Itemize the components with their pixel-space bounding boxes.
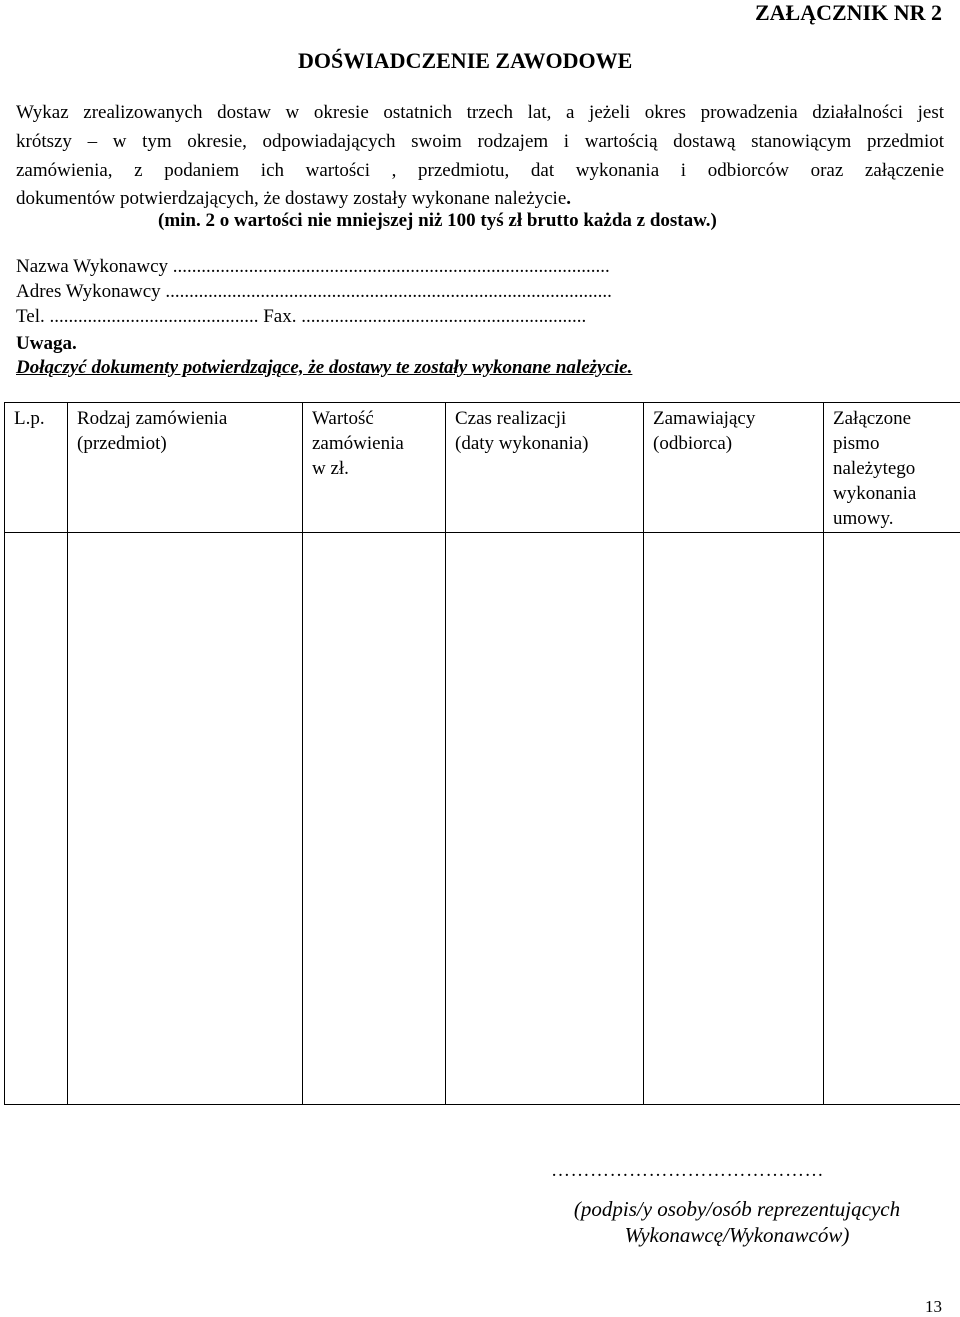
- signature-line: ……………………………………: [551, 1160, 824, 1182]
- attachment-number: ZAŁĄCZNIK NR 2: [755, 0, 942, 26]
- table-header-row: [5, 403, 960, 533]
- table-cell-lp: [5, 533, 68, 1105]
- notice-text: Dołączyć dokumenty potwierdzające, że dostawy te zostały wykonane należycie.: [16, 357, 632, 379]
- col-header-order-type: [68, 403, 303, 533]
- col-header-completion-time: [446, 403, 644, 533]
- intro-line-4-end: .: [566, 188, 571, 209]
- table-cell-client: [644, 533, 824, 1105]
- table-row: [5, 533, 960, 1105]
- signature-label: (podpis/y osoby/osób reprezentujących Wykonawcę/Wykonawców): [540, 1196, 934, 1248]
- col-header-value: [303, 403, 446, 533]
- intro-paragraph: [16, 99, 944, 214]
- col-header-client: [644, 403, 824, 533]
- col-header-line: (daty wykonania): [455, 431, 635, 456]
- contractor-name-field: Nazwa Wykonawcy ............................................................................................: [16, 255, 610, 278]
- deliveries-table: [4, 402, 960, 1105]
- col-header-line: Wartość: [312, 406, 437, 431]
- intro-line-4-text: dokumentów potwierdzających, że dostawy zostały wykonane należycie: [16, 188, 566, 209]
- col-header-lp-text: L.p.: [14, 408, 45, 429]
- contractor-address-field: Adres Wykonawcy ..............................................................................................: [16, 280, 612, 303]
- col-header-line: wykonania: [833, 481, 952, 506]
- col-header-line: zamówienia: [312, 431, 437, 456]
- col-header-attachments: [824, 403, 960, 533]
- col-header-line: Rodzaj zamówienia: [77, 406, 294, 431]
- table-cell-order-type: [68, 533, 303, 1105]
- col-header-lp: [5, 403, 68, 533]
- phone-fax-field: Tel. ............................................ Fax. ............................................................: [16, 305, 586, 328]
- col-header-line: pismo: [833, 431, 952, 456]
- notice-label: Uwaga.: [16, 333, 77, 355]
- col-header-line: Zamawiający: [653, 406, 815, 431]
- col-header-line: w zł.: [312, 456, 437, 481]
- intro-line-3: zamówienia, z podaniem ich wartości , przedmiotu, dat wykonania i odbiorców oraz załączenie: [16, 157, 944, 186]
- col-header-line: umowy.: [833, 506, 952, 531]
- col-header-line: należytego: [833, 456, 952, 481]
- page-number: 13: [925, 1297, 942, 1317]
- minimum-requirement-note: (min. 2 o wartości nie mniejszej niż 100 tyś zł brutto każda z dostaw.): [158, 210, 717, 232]
- page-title: DOŚWIADCZENIE ZAWODOWE: [298, 48, 632, 74]
- col-header-line: (odbiorca): [653, 431, 815, 456]
- col-header-line: Czas realizacji: [455, 406, 635, 431]
- col-header-line: (przedmiot): [77, 431, 294, 456]
- table-cell-attachments: [824, 533, 960, 1105]
- intro-line-1: Wykaz zrealizowanych dostaw w okresie ostatnich trzech lat, a jeżeli okres prowadzenia działalności jest: [16, 99, 944, 128]
- table-cell-value: [303, 533, 446, 1105]
- table-cell-completion-time: [446, 533, 644, 1105]
- col-header-line: Załączone: [833, 406, 952, 431]
- intro-line-2: krótszy – w tym okresie, odpowiadających swoim rodzajem i wartością dostawą stanowiącym przedmiot: [16, 128, 944, 157]
